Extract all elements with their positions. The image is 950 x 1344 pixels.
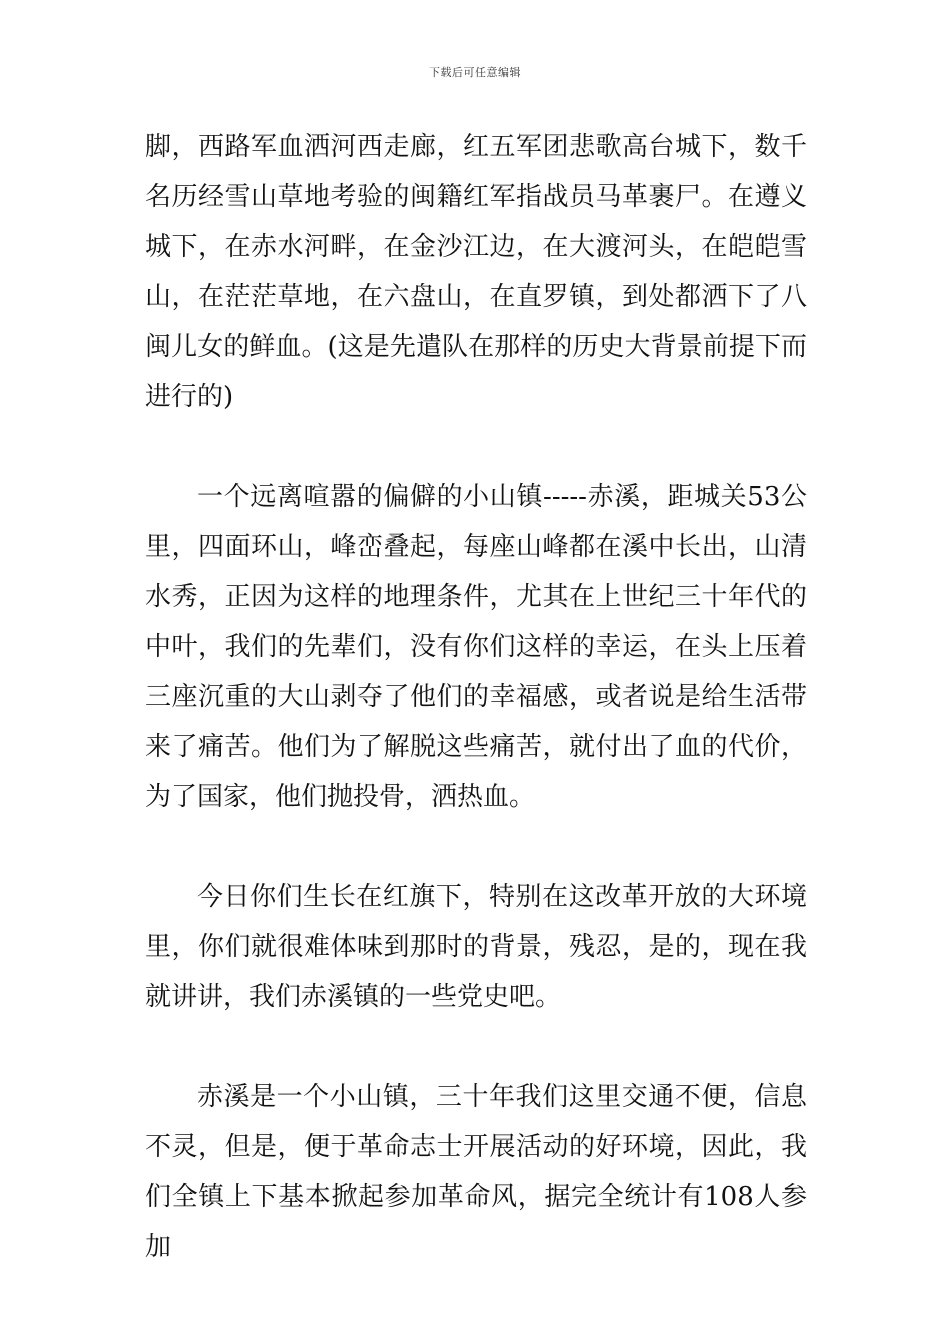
document-body bbox=[145, 122, 807, 1272]
page-header: 下载后可任意编辑 bbox=[429, 66, 521, 79]
paragraph-1: 脚，西路军血洒河西走廊，红五军团悲歌高台城下，数千名历经雪山草地考验的闽籍红军指战员马革裹尸。在遵义城下，在赤水河畔，在金沙江边，在大渡河头，在皑皑雪山，在茫茫草地，在六盘山，在直罗镇，到处都洒下了八闽儿女的鲜血。(这是先遣队在那样的历史大背景前提下而进行的) bbox=[145, 132, 807, 412]
paragraph-4: 赤溪是一个小山镇，三十年我们这里交通不便，信息不灵，但是，便于革命志士开展活动的好环境，因此，我们全镇上下基本掀起参加革命风，据完全统计有108人参加 bbox=[145, 1082, 807, 1262]
paragraph-3: 今日你们生长在红旗下，特别在这改革开放的大环境里，你们就很难体味到那时的背景，残忍，是的，现在我就讲讲，我们赤溪镇的一些党史吧。 bbox=[145, 882, 807, 1012]
paragraph-2: 一个远离喧嚣的偏僻的小山镇-----赤溪，距城关53公里，四面环山，峰峦叠起，每座山峰都在溪中长出，山清水秀，正因为这样的地理条件，尤其在上世纪三十年代的中叶，我们的先辈们，没有你们这样的幸运，在头上压着三座沉重的大山剥夺了他们的幸福感，或者说是给生活带来了痛苦。他们为了解脱这些痛苦，就付出了血的代价，为了国家，他们抛投骨，洒热血。 bbox=[145, 482, 807, 812]
paragraph-gap bbox=[145, 822, 807, 872]
paragraph-gap bbox=[145, 422, 807, 472]
paragraph-gap bbox=[145, 1022, 807, 1072]
